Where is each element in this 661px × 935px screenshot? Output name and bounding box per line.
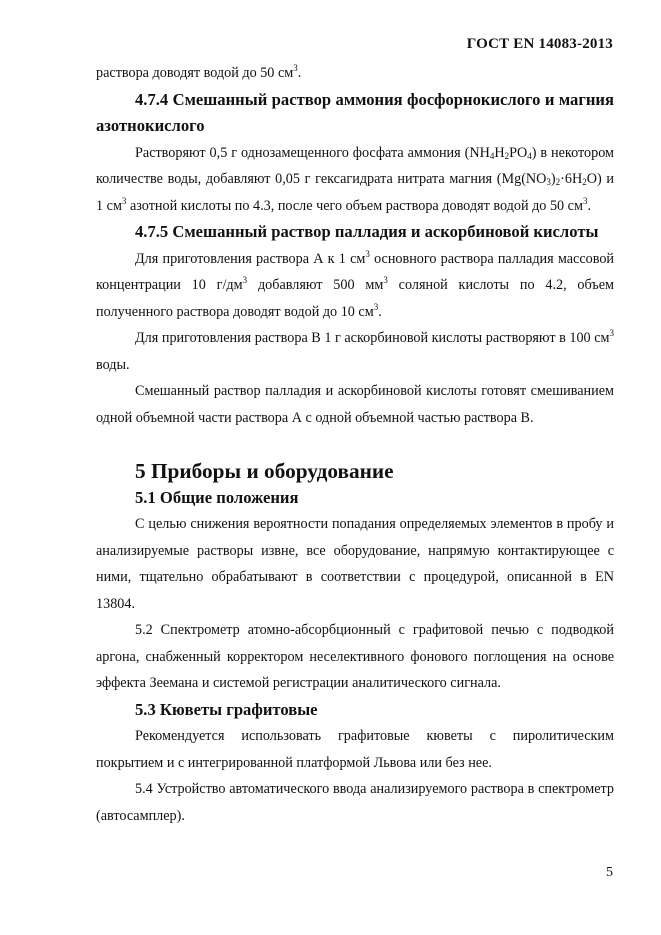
superscript: 3 bbox=[373, 301, 379, 312]
subscript: 4 bbox=[527, 150, 532, 161]
section-heading-5-3: 5.3 Кюветы графитовые bbox=[135, 699, 318, 719]
section-heading-4-7-5: 4.7.5 Смешанный раствор палладия и аскорбиновой кислоты bbox=[135, 222, 599, 241]
superscript: 3 bbox=[121, 195, 127, 206]
subscript: 2 bbox=[504, 150, 510, 161]
paragraph-continuation bbox=[96, 60, 614, 87]
superscript: 3 bbox=[609, 328, 614, 338]
text-run: H bbox=[494, 144, 505, 161]
text-run: Для приготовления раствора В 1 г аскорбиновой кислоты растворяют в 100 см bbox=[135, 330, 610, 346]
text-run: соляной кислоты по 4.2, объем полученного раствора доводят водой до 10 см bbox=[96, 277, 615, 320]
text-run: Растворяют 0,5 г однозамещенного фосфата аммония (NH bbox=[135, 144, 490, 161]
document-body bbox=[96, 60, 614, 829]
text-run: ) bbox=[550, 171, 556, 187]
text-run: ·6H bbox=[560, 171, 583, 187]
document-id-header: ГОСТ EN 14083-2013 bbox=[466, 36, 613, 52]
paragraph-5-2-spectrometer: 5.2 Спектрометр атомно-абсорбционный с графитовой печью с подводкой аргона, снабженный корректором неселективного фонового поглощения на основе эффекта Зеемана и системой регистрации аналитического сигнала. bbox=[96, 622, 614, 691]
superscript: 3 bbox=[293, 63, 298, 73]
paragraph-5-4-autosampler: 5.4 Устройство автоматического ввода анализируемого раствора в спектрометр (автосамплер). bbox=[96, 781, 614, 824]
text-run: . bbox=[587, 197, 592, 214]
section-spacer bbox=[96, 431, 614, 458]
paragraph-ammonium-magnesium bbox=[96, 140, 614, 220]
text-run: Для приготовления раствора А к 1 см bbox=[135, 250, 366, 267]
text-run: добавляют 500 мм bbox=[247, 277, 384, 293]
paragraph-solution-b bbox=[96, 325, 614, 378]
section-heading-4-7-4: 4.7.4 Смешанный раствор аммония фосфорнокислого и магния азотнокислого bbox=[96, 89, 614, 135]
subscript: 2 bbox=[555, 177, 561, 187]
subscript: 3 bbox=[546, 177, 551, 187]
section-heading-5-1: 5.1 Общие положения bbox=[135, 487, 299, 507]
paragraph-graphite-cuvettes: Рекомендуется использовать графитовые кюветы с пиролитическим покрытием и с интегрированной платформой Львова или без нее. bbox=[96, 728, 614, 771]
text-run: раствора доводят водой до 50 см bbox=[96, 65, 294, 81]
text-run: основного раствора палладия массовой концентрации 10 г/дм bbox=[96, 250, 615, 293]
superscript: 3 bbox=[582, 195, 588, 206]
page-number: 5 bbox=[606, 865, 613, 880]
text-run: . bbox=[297, 65, 302, 81]
text-run: . bbox=[378, 303, 382, 320]
text-run: PO bbox=[509, 144, 528, 161]
superscript: 3 bbox=[242, 275, 248, 285]
superscript: 3 bbox=[365, 248, 370, 259]
text-run: азотной кислоты по 4.3, после чего объем раствора доводят водой до 50 см bbox=[126, 197, 583, 214]
superscript: 3 bbox=[383, 275, 388, 285]
text-run: воды. bbox=[96, 356, 130, 373]
paragraph-mixing: Смешанный раствор палладия и аскорбиновой кислоты готовят смешиванием одной объемной части раствора А с одной объемной частью раствора В. bbox=[96, 383, 614, 426]
paragraph-general-provisions: С целью снижения вероятности попадания определяемых элементов в пробу и анализируемые растворы извне, все оборудование, напрямую контактирующее с ними, тщательно обрабатывают в соответствии с процедурой, описанной в EN 13804. bbox=[96, 516, 614, 612]
text-run: O) и 1 см bbox=[96, 171, 614, 214]
subscript: 4 bbox=[489, 150, 495, 161]
subscript: 2 bbox=[582, 177, 587, 187]
paragraph-solution-a bbox=[96, 246, 614, 326]
text-run: ) в некотором количестве воды, добавляют 0,05 г гексагидрата нитрата магния (Mg(NO bbox=[96, 144, 614, 187]
section-heading-5: 5 Приборы и оборудование bbox=[135, 459, 394, 483]
